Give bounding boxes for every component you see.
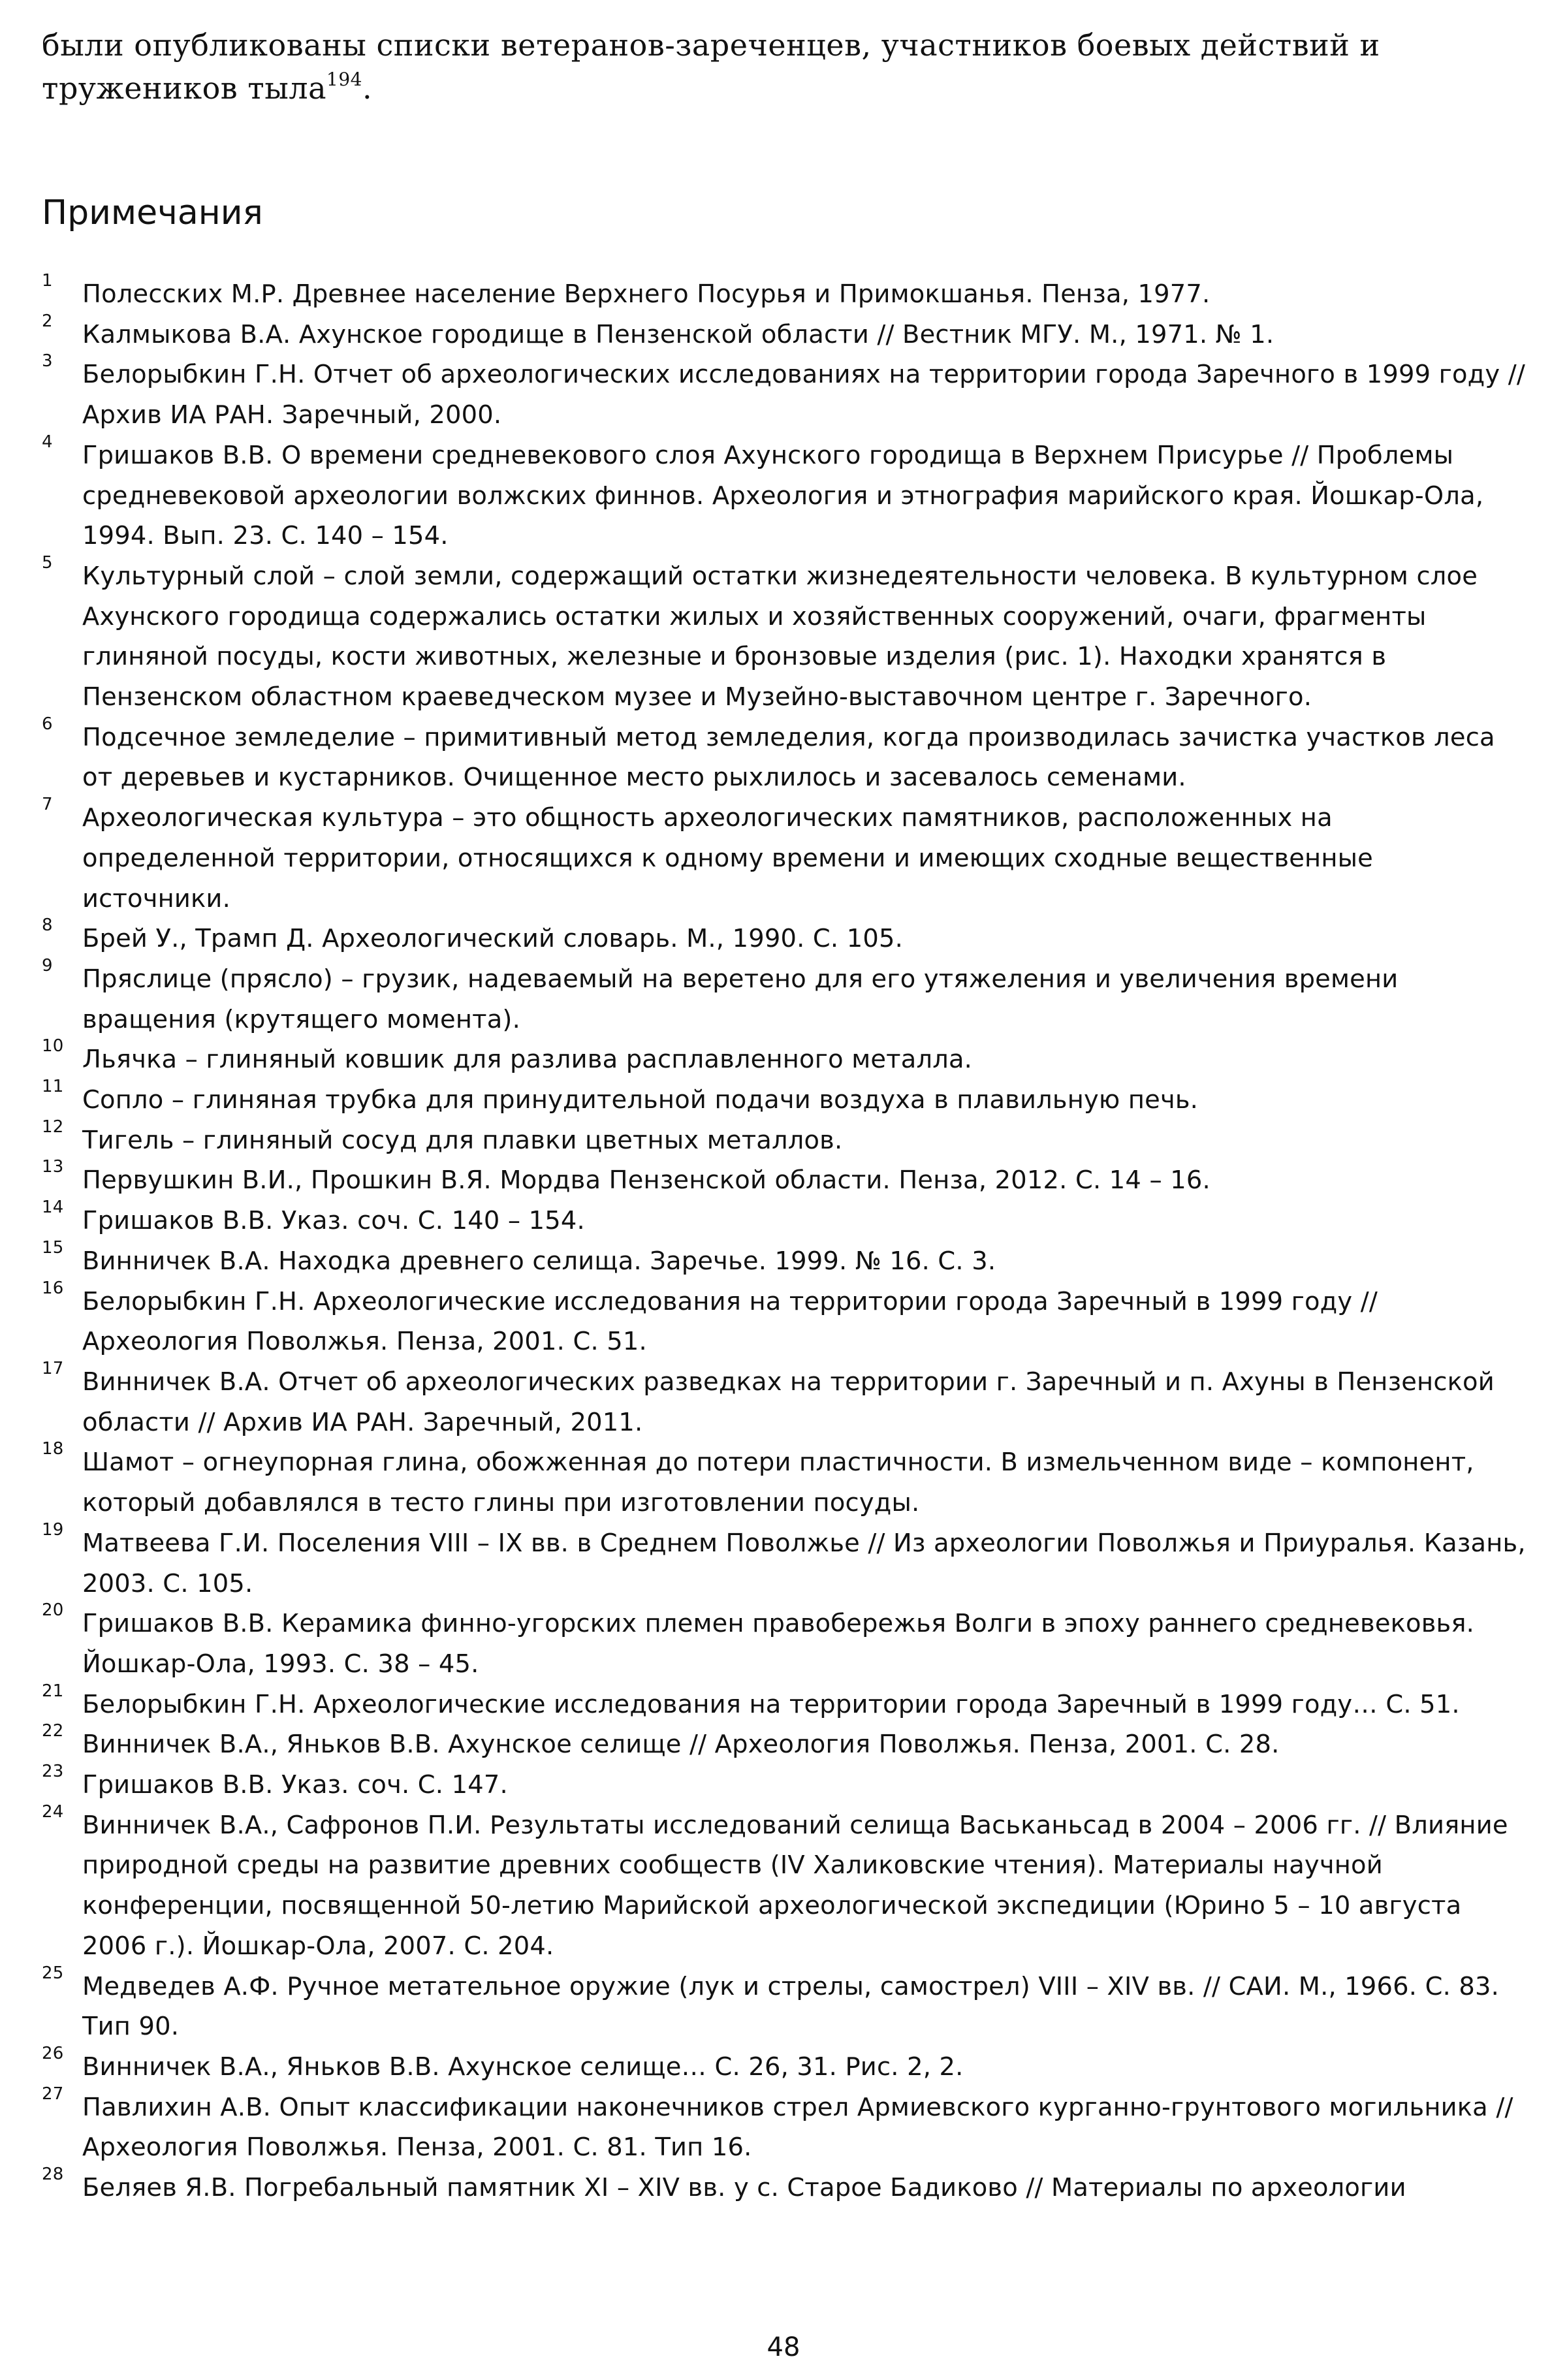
note-item	[42, 1801, 1528, 1967]
note-item	[42, 1600, 1528, 1684]
note-item	[42, 1963, 1528, 2047]
note-number: 21	[42, 1681, 64, 1701]
note-number: 15	[42, 1237, 64, 1258]
footnote-reference: 194	[326, 69, 362, 90]
note-text: Винничек В.А. Отчет об археологических разведках на территории г. Заречный и п. Ахуны в Пензенской области // Архив ИА РАН. Заречный, 2011.	[82, 1367, 1495, 1437]
page-number: 48	[767, 2332, 800, 2362]
note-number: 7	[42, 795, 53, 815]
note-text: Калмыкова В.А. Ахунское городище в Пензенской области // Вестник МГУ. М., 1971. № 1.	[82, 319, 1274, 349]
note-number: 18	[42, 1439, 64, 1459]
note-number: 10	[42, 1036, 64, 1056]
note-item	[42, 1721, 1528, 1765]
note-text: Сопло – глиняная трубка для принудительной подачи воздуха в плавильную печь.	[82, 1085, 1199, 1115]
note-text: Матвеева Г.И. Поселения VIII – IX вв. в Среднем Поволжье // Из археологии Поволжья и Приуралья. Казань, 2003. С. 105.	[82, 1528, 1526, 1598]
note-text: Подсечное земледелие – примитивный метод земледелия, когда производилась зачистка участков леса от деревьев и кустарников. Очищенное место рыхлилось и засевалось семенами.	[82, 722, 1495, 793]
note-number: 5	[42, 552, 53, 573]
note-text: Белорыбкин Г.Н. Археологические исследования на территории города Заречный в 1999 году // Археология Поволжья. Пенза, 2001. С. 51.	[82, 1286, 1378, 1357]
note-text: Тигель – глиняный сосуд для плавки цветных металлов.	[82, 1125, 843, 1155]
note-text: Беляев Я.В. Погребальный памятник XI – XIV вв. у с. Старое Бадиково // Материалы по археологии	[82, 2173, 1406, 2203]
note-number: 19	[42, 1519, 64, 1540]
note-number: 2	[42, 311, 53, 331]
note-text: Гришаков В.В. Керамика финно-угорских племен правобережья Волги в эпоху раннего средневековья. Йошкар-Ола, 1993. С. 38 – 45.	[82, 1609, 1475, 1679]
note-text: Полесских М.Р. Древнее население Верхнего Посурья и Примокшанья. Пенза, 1977.	[82, 279, 1211, 309]
note-number: 22	[42, 1721, 64, 1741]
note-text: Гришаков В.В. Указ. соч. С. 140 – 154.	[82, 1206, 585, 1236]
note-number: 13	[42, 1157, 64, 1177]
note-item	[42, 1278, 1528, 1362]
note-item	[42, 552, 1528, 718]
note-number: 23	[42, 1762, 64, 1782]
note-number: 24	[42, 1801, 64, 1822]
note-number: 20	[42, 1600, 64, 1621]
note-number: 25	[42, 1963, 64, 1983]
note-text: Винничек В.А., Яньков В.В. Ахунское селище // Археология Поволжья. Пенза, 2001. С. 28.	[82, 1730, 1280, 1760]
note-text: Брей У., Трамп Д. Археологический словарь. М., 1990. С. 105.	[82, 924, 904, 954]
note-item	[42, 2084, 1528, 2168]
notes-list	[42, 271, 1528, 2208]
note-text: Медведев А.Ф. Ручное метательное оружие (лук и стрелы, самострел) VIII – XIV вв. // САИ. М., 1966. С. 83. Тип 90.	[82, 1971, 1500, 2042]
note-text: Винничек В.А., Сафронов П.И. Результаты исследований селища Васьканьсад в 2004 – 2006 гг. // Влияние природной среды на развитие древних сообществ (IV Халиковские чтения). Материалы научной конференции, посвященной 50-летию Марийской археологической экспедиции (Юрино 5 – 10 августа 2006 г.). Йошкар-Ола, 2007. С. 204.	[82, 1810, 1508, 1961]
note-item	[42, 1036, 1528, 1080]
note-text: Шамот – огнеупорная глина, обожженная до потери пластичности. В измельченном виде – компонент, который добавлялся в тесто глины при изготовлении посуды.	[82, 1448, 1474, 1518]
note-number: 4	[42, 432, 53, 452]
note-number: 16	[42, 1278, 64, 1298]
note-item	[42, 351, 1528, 435]
note-number: 9	[42, 955, 53, 976]
note-number: 6	[42, 714, 53, 734]
intro-paragraph	[42, 24, 1524, 110]
note-item	[42, 915, 1528, 959]
intro-text: были опубликованы списки ветеранов-зареченцев, участников боевых действий и тружеников тыла	[42, 27, 1380, 106]
note-item	[42, 1358, 1528, 1442]
note-item	[42, 955, 1528, 1039]
note-item	[42, 795, 1528, 919]
note-number: 12	[42, 1117, 64, 1137]
note-item	[42, 2043, 1528, 2087]
note-number: 8	[42, 915, 53, 936]
note-item	[42, 1762, 1528, 1805]
note-number: 26	[42, 2043, 64, 2063]
note-text: Винничек В.А., Яньков В.В. Ахунское селище… С. 26, 31. Рис. 2, 2.	[82, 2052, 964, 2082]
note-number: 28	[42, 2165, 64, 2185]
note-item	[42, 2165, 1528, 2208]
note-number: 1	[42, 271, 53, 291]
note-item	[42, 1439, 1528, 1523]
note-item	[42, 311, 1528, 355]
note-item	[42, 1117, 1528, 1161]
note-item	[42, 714, 1528, 798]
note-item	[42, 1237, 1528, 1282]
note-text: Белорыбкин Г.Н. Археологические исследования на территории города Заречный в 1999 году… С. 51.	[82, 1689, 1460, 1719]
note-text: Льячка – глиняный ковшик для разлива расплавленного металла.	[82, 1045, 973, 1075]
note-item	[42, 1077, 1528, 1120]
note-number: 14	[42, 1198, 64, 1218]
note-item	[42, 1681, 1528, 1725]
note-item	[42, 1198, 1528, 1241]
note-text: Белорыбкин Г.Н. Отчет об археологических исследованиях на территории города Заречного в 1999 году // Архив ИА РАН. Заречный, 2000.	[82, 360, 1525, 430]
notes-heading: Примечания	[42, 193, 263, 232]
note-item	[42, 1157, 1528, 1201]
note-text: Археологическая культура – это общность археологических памятников, расположенных на определенной территории, относящихся к одному времени и имеющих сходные вещественные источники.	[82, 803, 1373, 913]
note-text: Павлихин А.В. Опыт классификации наконечников стрел Армиевского курганно-грунтового могильника // Археология Поволжья. Пенза, 2001. С. 81. Тип 16.	[82, 2092, 1513, 2163]
intro-end: .	[362, 71, 373, 106]
note-number: 17	[42, 1358, 64, 1378]
note-number: 3	[42, 351, 53, 372]
note-text: Винничек В.А. Находка древнего селища. Заречье. 1999. № 16. С. 3.	[82, 1246, 996, 1276]
note-item	[42, 1519, 1528, 1604]
note-number: 11	[42, 1077, 64, 1097]
note-text: Гришаков В.В. Указ. соч. С. 147.	[82, 1770, 508, 1800]
note-text: Первушкин В.И., Прошкин В.Я. Мордва Пензенской области. Пенза, 2012. С. 14 – 16.	[82, 1166, 1211, 1196]
note-number: 27	[42, 2084, 64, 2104]
note-text: Пряслице (пряслo) – грузик, надеваемый на веретено для его утяжеления и увеличения времени вращения (крутящего момента).	[82, 964, 1399, 1034]
note-text: Гришаков В.В. О времени средневекового слоя Ахунского городища в Верхнем Присурье // Проблемы средневековой археологии волжских финнов. Археология и этнография марийского края. Йошкар-Ола, 1994. Вып. 23. С. 140 – 154.	[82, 440, 1484, 551]
note-item	[42, 271, 1528, 315]
note-item	[42, 432, 1528, 556]
note-text: Культурный слой – слой земли, содержащий остатки жизнедеятельности человека. В культурном слое Ахунского городища содержались остатки жилых и хозяйственных сооружений, очаги, фрагменты глиняной посуды, кости животных, железные и бронзовые изделия (рис. 1). Находки хранятся в Пензенском областном краеведческом музее и Музейно-выставочном центре г. Заречного.	[82, 561, 1478, 712]
